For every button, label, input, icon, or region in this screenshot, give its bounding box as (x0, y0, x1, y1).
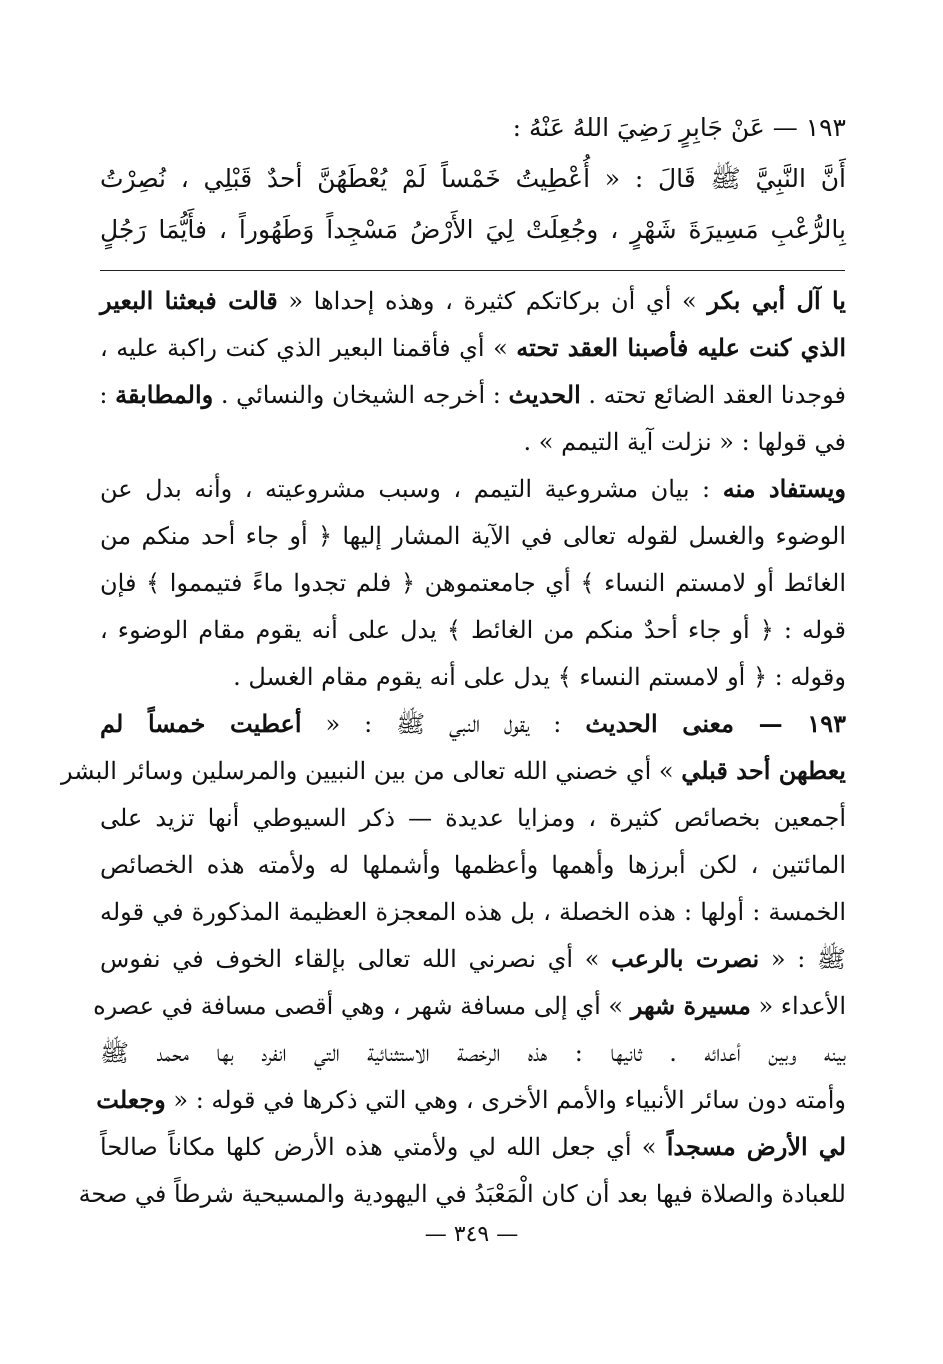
text-run: وأمته دون سائر الأنبياء والأمم الأخرى ، وهي التي ذكرها في قوله : « (165, 1086, 846, 1114)
text-line (100, 422, 846, 462)
bold-text-run: لي الأرض مسجداً (666, 1132, 847, 1161)
text-run: : يقول النبي ﷺ : « (301, 710, 586, 738)
text-line (100, 1127, 846, 1167)
text-line (100, 939, 846, 979)
text-line (100, 469, 846, 509)
bold-text-run: يعطهن أحد قبلي (681, 756, 846, 785)
text-run: الوضوء والغسل لقوله تعالى في الآية المشار إليها ﴿ أو جاء أحد منكم من (100, 522, 846, 550)
text-line (100, 798, 846, 838)
text-run: الغائط أو لامستم النساء ﴾ أي جامعتموهن ﴿ فلم تجدوا ماءً فتيمموا ﴾ فإن (100, 569, 846, 597)
text-line (100, 1033, 846, 1073)
text-line (100, 563, 846, 603)
text-run: وقوله : ﴿ أو لامستم النساء ﴾ يدل على أنه يقوم مقام الغسل . (233, 663, 846, 691)
text-line (61, 751, 846, 791)
text-run: : أخرجه الشيخان والنسائي . (213, 381, 509, 409)
text-run: بِالرُّعْبِ مَسِيرَةَ شَهْرٍ ، وجُعِلَتْ لِيَ الأَرْضُ مَسْجِداً وَطَهُوراً ، فأَيُّمَا رَجُلٍ (100, 215, 846, 244)
bold-text-run: والمطابقة (115, 380, 214, 409)
page-number: — ٣٤٩ — (424, 1222, 519, 1247)
text-line (93, 986, 846, 1026)
text-line (100, 516, 846, 556)
text-run: فوجدنا العقد الضائع تحته . (580, 381, 846, 409)
text-line (78, 1174, 846, 1214)
bold-text-run: ويستفاد منه (722, 474, 846, 503)
text-line (100, 704, 846, 744)
bold-text-run: الحديث (508, 380, 581, 409)
text-run: الأعداء « (750, 992, 846, 1020)
text-line (100, 610, 846, 650)
text-line (100, 328, 846, 368)
text-run: » أي جعل الله لي ولأمتي هذه الأرض كلها مكاناً صالحاً (100, 1133, 667, 1161)
text-run: » أي نصرني الله تعالى بإلقاء الخوف في نفوس (100, 945, 612, 973)
text-run: » أي إلى مسافة شهر ، وهي أقصى مسافة في عصره (93, 992, 631, 1020)
text-run: : (99, 381, 116, 409)
text-run: للعبادة والصلاة فيها بعد أن كان الْمَعْبَدُ في اليهودية والمسيحية شرطاً في صحة (78, 1180, 846, 1208)
text-run: ١٩٣ — عَنْ جَابِرٍ رَضِيَ اللهُ عَنْهُ : (512, 113, 846, 142)
text-line (100, 281, 846, 321)
text-run: الخمسة : أولها : هذه الخصلة ، بل هذه المعجزة العظيمة المذكورة في قوله (100, 898, 846, 926)
bold-text-run: وجعلت (96, 1085, 166, 1114)
text-run: : بيان مشروعية التيمم ، وسبب مشروعيته ، وأنه بدل عن (100, 475, 723, 503)
text-run: » أي فأقمنا البعير الذي كنت راكبة عليه ، (100, 334, 517, 362)
text-run: ﷺ : « (759, 945, 847, 973)
text-run: في قولها : « نزلت آية التيمم » . (523, 428, 846, 456)
bold-text-run: ١٩٣ — معنى الحديث (585, 709, 846, 738)
text-line (100, 210, 846, 250)
bold-text-run: مسيرة شهر (630, 991, 751, 1020)
text-line (100, 108, 846, 148)
bold-text-run: يا آل أبي بكر (707, 286, 846, 315)
text-line (96, 1080, 846, 1120)
text-line (100, 159, 846, 199)
text-run: قوله : ﴿ أو جاء أحدٌ منكم من الغائط ﴾ يدل على أنه يقوم مقام الوضوء ، (100, 616, 846, 644)
text-run: بينه وبين أعدائه . ثانيها : هذه الرخصة الاستثنائية التي انفرد بها محمد ﷺ (100, 1039, 846, 1067)
text-line (100, 375, 846, 415)
text-run: أَنَّ النَّبِيَّ ﷺ قَالَ : « أُعْطِيتُ خَمْساً لَمْ يُعْطَهُنَّ أحدٌ قَبْلِي ، نُصِرْتُ (100, 164, 846, 193)
bold-text-run: نصرت بالرعب (611, 944, 760, 973)
text-line (100, 657, 846, 697)
bold-text-run: قالت فبعثنا البعير (100, 286, 278, 315)
text-line (100, 892, 846, 932)
text-run: » أي خصني الله تعالى من بين النبيين والمرسلين وسائر البشر (61, 757, 682, 785)
text-run: المائتين ، لكن أبرزها وأهمها وأعظمها وأشملها له ولأمته هذه الخصائص (100, 851, 846, 879)
text-run: أجمعين بخصائص كثيرة ، ومزايا عديدة — ذكر السيوطي أنها تزيد على (100, 804, 846, 832)
bold-text-run: الذي كنت عليه فأصبنا العقد تحته (516, 333, 847, 362)
text-line (100, 845, 846, 885)
text-run: » أي أن بركاتكم كثيرة ، وهذه إحداها « (277, 287, 708, 315)
section-divider (100, 270, 845, 271)
bold-text-run: أعطيت خمساً لم (100, 709, 302, 738)
